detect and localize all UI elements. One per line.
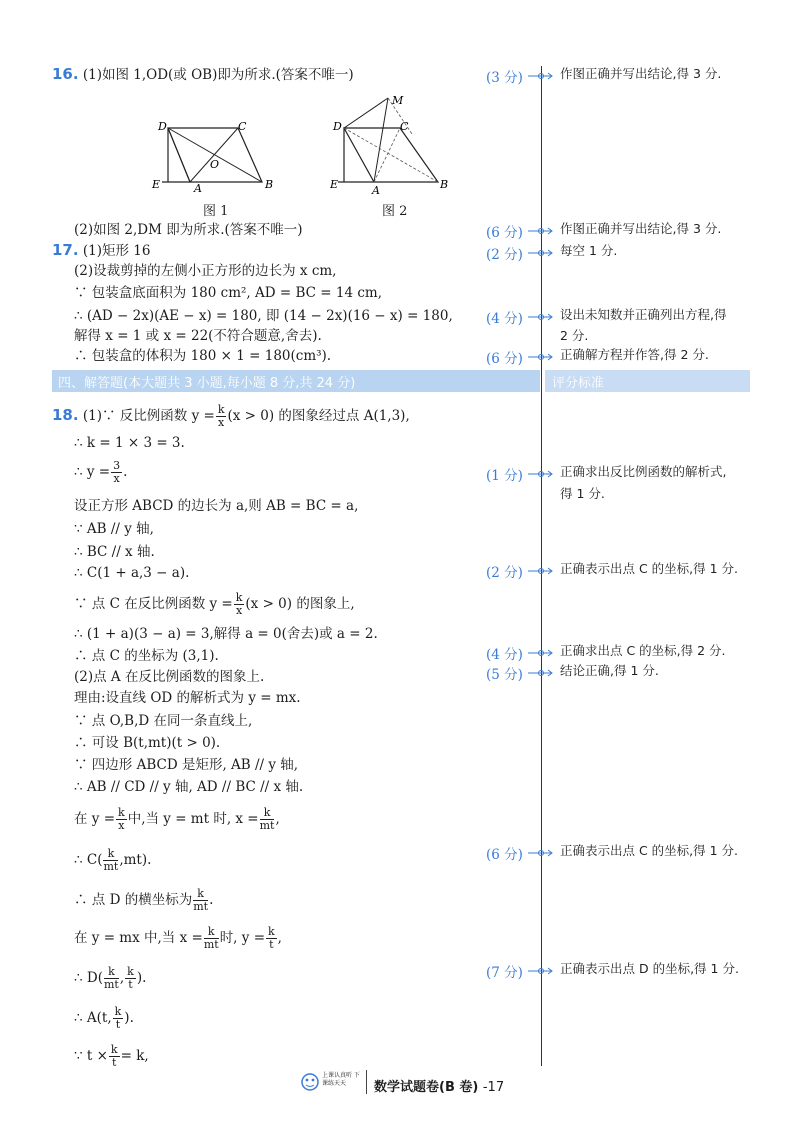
q16-text: (1)如图 1,OD(或 OB)即为所求.(答案不唯一) xyxy=(82,67,354,83)
mark-comment-cont: 2 分. xyxy=(560,328,589,343)
fig1-label-b: B xyxy=(265,178,274,191)
arrow-icon xyxy=(528,352,554,362)
q18-line16: ∴ AB // CD // y 轴, AD // BC // x 轴. xyxy=(74,779,304,795)
q16-line1 xyxy=(52,64,354,85)
fraction: $\frac{k}{mt}$ xyxy=(203,925,219,951)
q18-l1a: (1)∵ 反比例函数 y = xyxy=(82,408,215,424)
q18-line9: ∴ (1 + a)(3 − a) = 3,解得 a = 0(舍去)或 a = 2. xyxy=(74,626,378,642)
page-number: -17 xyxy=(482,1080,505,1095)
fig2-label-d: D xyxy=(333,120,342,133)
q18-line6: ∴ BC // x 轴. xyxy=(74,544,155,560)
q18-line23: ∵ t × $\frac{k}{t}$ = k, xyxy=(74,1043,149,1069)
mark-comment: 正确表示出点 D 的坐标,得 1 分. xyxy=(560,961,739,976)
mark-score: (1 分) xyxy=(486,468,523,484)
mark-comment: 正确表示出点 C 的坐标,得 1 分. xyxy=(560,561,739,576)
q18-line20: 在 y = mx 中,当 x = $\frac{k}{mt}$ 时, y = $\frac{k}{t}$ , xyxy=(74,925,282,951)
fraction: $\frac{k}{t}$ xyxy=(127,965,134,991)
arrow-icon xyxy=(528,648,554,658)
arrow-icon xyxy=(528,226,554,236)
fraction: $\frac{3}{x}$ xyxy=(113,459,121,485)
footer-title: 数学试题卷(B 卷) -17 xyxy=(374,1080,505,1095)
arrow-icon xyxy=(528,312,554,322)
q18-line21: ∴ D( $\frac{k}{mt}$ , $\frac{k}{t}$ ). xyxy=(74,965,147,991)
arrow-icon xyxy=(528,71,554,81)
mark-score: (6 分) xyxy=(486,847,523,863)
section-title: 四、解答题(本大题共 3 小题,每小题 8 分,共 24 分) xyxy=(58,376,356,391)
arrow-icon xyxy=(528,668,554,678)
fraction: $\frac{k}{t}$ xyxy=(268,925,275,951)
q18-line19: ∴ 点 D 的横坐标为 $\frac{k}{mt}$ . xyxy=(74,887,214,913)
footer-divider xyxy=(366,1070,367,1094)
q17-line5: 解得 x = 1 或 x = 22(不符合题意,舍去). xyxy=(74,328,322,344)
q18-line13: ∵ 点 O,B,D 在同一条直线上, xyxy=(74,713,253,729)
figure-2 xyxy=(330,92,460,196)
fraction: $\frac{k}{t}$ xyxy=(110,1043,118,1069)
mark-score: (7 分) xyxy=(486,965,523,981)
fraction: $\frac{k}{x}$ xyxy=(118,806,125,832)
arrow-icon xyxy=(528,848,554,858)
q17-number: 17. xyxy=(52,241,79,259)
q16-line2: (2)如图 2,DM 即为所求.(答案不唯一) xyxy=(74,222,303,238)
mark-score: (2 分) xyxy=(486,565,523,581)
fraction: $\frac{k}{x}$ xyxy=(235,591,243,617)
q18-line12: 理由:设直线 OD 的解析式为 y = mx. xyxy=(74,690,301,706)
q18-line3: ∴ y = $\frac{3}{x}$ . xyxy=(74,459,128,485)
arrow-icon xyxy=(528,566,554,576)
q18-l1b: (x > 0) 的图象经过点 A(1,3), xyxy=(227,408,410,424)
logo-text: 上课认真听 下课练天天 xyxy=(322,1072,360,1087)
fraction: $\frac{k}{t}$ xyxy=(114,1005,122,1031)
q18-line7: ∴ C(1 + a,3 − a). xyxy=(74,565,190,581)
q18-line5: ∵ AB // y 轴, xyxy=(74,521,154,537)
fig1-label-c: C xyxy=(238,120,247,133)
arrow-icon xyxy=(528,248,554,258)
mark-score: (3 分) xyxy=(486,70,523,86)
q18-line8: ∵ 点 C 在反比例函数 y = $\frac{k}{x}$ (x > 0) 的图象上, xyxy=(74,591,355,617)
fig2-label-a: A xyxy=(372,184,380,196)
mark-score: (4 分) xyxy=(486,311,523,327)
q18-line15: ∵ 四边形 ABCD 是矩形, AB // y 轴, xyxy=(74,757,299,773)
q18-number: 18. xyxy=(52,406,79,424)
fig1-label-e: E xyxy=(152,178,161,191)
fig1-label-a: A xyxy=(194,182,202,195)
fig1-label-d: D xyxy=(158,120,167,133)
mark-comment: 正确求出点 C 的坐标,得 2 分. xyxy=(560,643,726,658)
mark-score: (5 分) xyxy=(486,667,523,683)
figure-2-caption: 图 2 xyxy=(382,204,408,219)
grading-title: 评分标准 xyxy=(552,376,605,391)
fraction: $\frac{k}{x}$ xyxy=(217,403,225,429)
q17-line6: ∴ 包装盒的体积为 180 × 1 = 180(cm³). xyxy=(74,348,332,364)
arrow-icon xyxy=(528,469,554,479)
q18-line11: (2)点 A 在反比例函数的图象上. xyxy=(74,669,265,685)
arrow-icon xyxy=(528,966,554,976)
mark-score: (6 分) xyxy=(486,351,523,367)
figure-1 xyxy=(150,116,280,196)
mark-score: (2 分) xyxy=(486,247,523,263)
q18-line17: 在 y = $\frac{k}{x}$ 中,当 y = mt 时, x = $\frac{k}{mt}$ , xyxy=(74,806,280,832)
q18-line1 xyxy=(52,404,410,429)
q18-line4: 设正方形 ABCD 的边长为 a,则 AB = BC = a, xyxy=(74,498,359,514)
mark-comment: 正确解方程并作答,得 2 分. xyxy=(560,347,709,362)
q18-line10: ∴ 点 C 的坐标为 (3,1). xyxy=(74,648,219,664)
fig2-label-m: M xyxy=(392,94,404,107)
q17-line2: (2)设裁剪掉的左侧小正方形的边长为 x cm, xyxy=(74,263,337,279)
q18-line22: ∴ A(t, $\frac{k}{t}$ ). xyxy=(74,1005,134,1031)
fig1-label-o: O xyxy=(210,158,220,171)
mark-comment: 作图正确并写出结论,得 3 分. xyxy=(560,221,722,236)
fig2-label-c: C xyxy=(400,120,409,133)
q17-line1 xyxy=(52,240,150,261)
figure-1-caption: 图 1 xyxy=(203,204,229,219)
fraction: $\frac{k}{mt}$ xyxy=(103,965,119,991)
mark-comment-cont: 得 1 分. xyxy=(560,486,605,501)
mark-comment: 作图正确并写出结论,得 3 分. xyxy=(560,66,722,81)
mark-comment: 结论正确,得 1 分. xyxy=(560,663,659,678)
q16-number: 16. xyxy=(52,65,79,83)
mark-score: (4 分) xyxy=(486,647,523,663)
fig2-label-b: B xyxy=(440,178,449,191)
q18-line2: ∴ k = 1 × 3 = 3. xyxy=(74,435,185,451)
fraction: $\frac{k}{mt}$ xyxy=(193,887,209,913)
q17-line4: ∴ (AD − 2x)(AE − x) = 180, 即 (14 − 2x)(16 − x) = 180, xyxy=(74,308,453,324)
mark-comment: 正确求出反比例函数的解析式, xyxy=(560,464,727,479)
mark-score: (6 分) xyxy=(486,225,523,241)
mark-comment: 每空 1 分. xyxy=(560,243,618,258)
mark-comment: 设出未知数并正确列出方程,得 xyxy=(560,307,727,322)
fig2-label-e: E xyxy=(330,178,339,191)
q18-line18: ∴ C( $\frac{k}{mt}$ ,mt). xyxy=(74,847,152,873)
fraction: $\frac{k}{mt}$ xyxy=(103,847,119,873)
mark-comment: 正确表示出点 C 的坐标,得 1 分. xyxy=(560,843,739,858)
q18-line14: ∴ 可设 B(t,mt)(t > 0). xyxy=(74,735,221,751)
q17-line3: ∵ 包装盒底面积为 180 cm², AD = BC = 14 cm, xyxy=(74,285,382,301)
fraction: $\frac{k}{mt}$ xyxy=(259,806,275,832)
q17-text: (1)矩形 16 xyxy=(82,243,151,259)
